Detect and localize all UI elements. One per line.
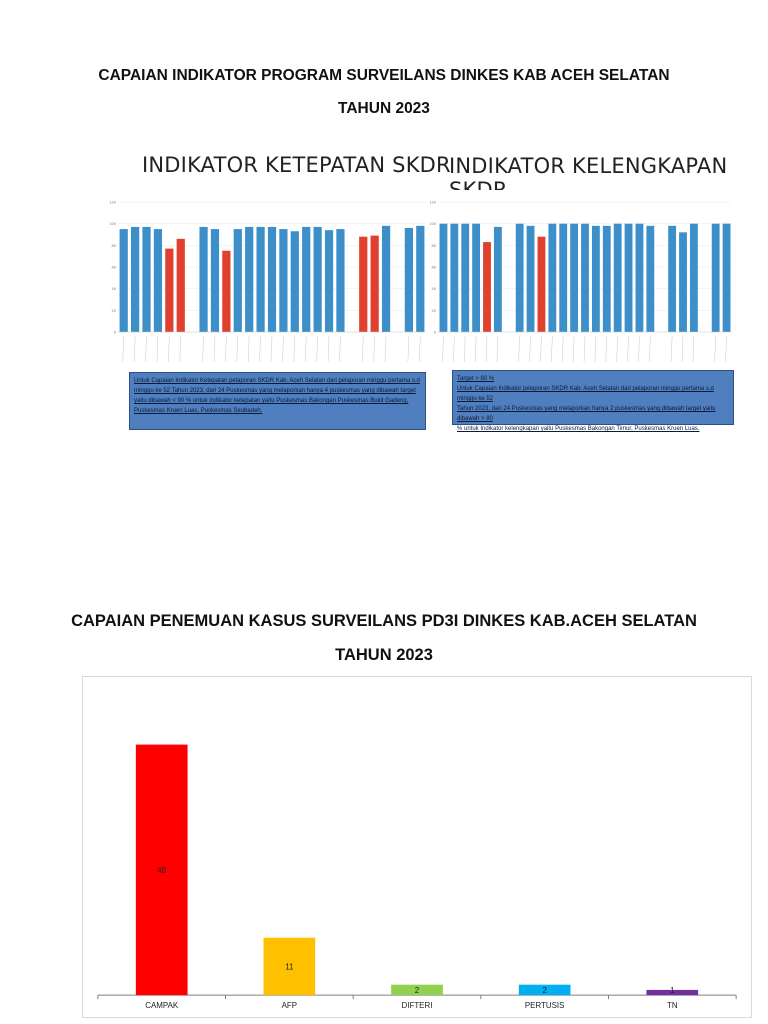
x-tick-label-placeholder bbox=[305, 336, 306, 362]
bar bbox=[291, 231, 299, 332]
x-tick-label-placeholder bbox=[168, 336, 169, 362]
section-subtitle-year: TAHUN 2023 bbox=[335, 646, 433, 664]
ketepatan-bar-chart bbox=[108, 190, 428, 370]
bar bbox=[592, 226, 600, 332]
bar bbox=[336, 229, 344, 332]
x-tick-label-placeholder bbox=[225, 336, 226, 362]
bar bbox=[625, 224, 633, 332]
bar bbox=[636, 224, 644, 332]
bar-below-target bbox=[177, 239, 185, 332]
bar bbox=[646, 226, 654, 332]
category-label: CAMPAK bbox=[145, 1001, 179, 1011]
bar bbox=[668, 226, 676, 332]
x-tick-label-placeholder bbox=[497, 336, 498, 362]
x-tick-label-placeholder bbox=[453, 336, 454, 362]
x-tick-label-placeholder bbox=[595, 336, 596, 362]
x-tick-label-placeholder bbox=[260, 336, 261, 362]
y-tick-label: 80 bbox=[111, 243, 116, 248]
bar bbox=[314, 227, 322, 332]
bar bbox=[142, 227, 150, 332]
bar bbox=[279, 229, 287, 332]
note-line: minggu ke 52 Tahun 2023, dari 24 Puskesmas yang melaporkan hanya 4 puskesmas yang dibawah target bbox=[134, 388, 416, 394]
page-subtitle-year: TAHUN 2023 bbox=[338, 100, 430, 117]
ketepatan-heading: INDIKATOR KETEPATAN SKDR bbox=[142, 153, 451, 177]
x-tick-label-placeholder bbox=[519, 336, 520, 362]
x-tick-label-placeholder bbox=[464, 336, 465, 362]
ketepatan-note-box bbox=[129, 372, 426, 430]
x-tick-label-placeholder bbox=[271, 336, 272, 362]
note-line: Untuk Capaian Indikator pelaporan SKDR Kab. Aceh Selatan dari pelaporan minggu pertama s.d minggu ke 52 bbox=[457, 386, 714, 402]
x-tick-label-placeholder bbox=[374, 336, 375, 362]
note-line: Puskesmas Kruen Luas, Puskesmas Seubadeh. bbox=[134, 408, 263, 414]
x-tick-label-placeholder bbox=[328, 336, 329, 362]
bar-below-target bbox=[359, 237, 367, 332]
bar bbox=[559, 224, 567, 332]
x-tick-label-placeholder bbox=[408, 336, 409, 362]
y-tick-label: 120 bbox=[109, 200, 116, 205]
note-line: Tahun 2023, dari 24 Puskesmas yang melaporkan hanya 2 puskesmas yang dibawah target yaitu dibawah > 80 bbox=[457, 406, 716, 422]
category-label: DIFTERI bbox=[401, 1001, 433, 1011]
x-tick-label-placeholder bbox=[693, 336, 694, 362]
y-tick-label: 100 bbox=[109, 222, 116, 227]
x-tick-label-placeholder bbox=[317, 336, 318, 362]
x-tick-label-placeholder bbox=[134, 336, 135, 362]
bar bbox=[256, 227, 264, 332]
y-tick-label: 80 bbox=[431, 243, 436, 248]
bar bbox=[723, 224, 731, 332]
bar bbox=[302, 227, 310, 332]
y-tick-label: 100 bbox=[429, 222, 436, 227]
x-tick-label-placeholder bbox=[573, 336, 574, 362]
x-tick-label-placeholder bbox=[617, 336, 618, 362]
bar bbox=[405, 228, 413, 332]
data-label: 2 bbox=[414, 986, 420, 996]
bar bbox=[570, 224, 578, 332]
bar bbox=[120, 229, 128, 332]
x-tick-label-placeholder bbox=[180, 336, 181, 362]
y-tick-label: 20 bbox=[431, 308, 436, 313]
x-tick-label-placeholder bbox=[339, 336, 340, 362]
x-tick-label-placeholder bbox=[584, 336, 585, 362]
data-label: 11 bbox=[285, 962, 294, 972]
bar bbox=[527, 226, 535, 332]
y-tick-label: 40 bbox=[111, 287, 116, 292]
x-tick-label-placeholder bbox=[385, 336, 386, 362]
kelengkapan-note-box bbox=[452, 370, 734, 432]
kelengkapan-bar-chart bbox=[428, 190, 734, 370]
pd3i-case-bar-chart bbox=[82, 676, 752, 1018]
bar bbox=[440, 224, 448, 332]
x-tick-label-placeholder bbox=[237, 336, 238, 362]
note-line: Target > 80 % bbox=[457, 376, 495, 382]
bar bbox=[325, 230, 333, 332]
x-tick-label-placeholder bbox=[294, 336, 295, 362]
section-title: CAPAIAN PENEMUAN KASUS SURVEILANS PD3I DINKES KAB.ACEH SELATAN bbox=[71, 612, 697, 630]
bar bbox=[690, 224, 698, 332]
x-tick-label-placeholder bbox=[638, 336, 639, 362]
bar bbox=[461, 224, 469, 332]
data-label: 2 bbox=[542, 986, 547, 996]
note-line: yaitu dibawah < 90 % untuk Indikator ketepatan yaitu Puskesmas Bakongan Puskesmas Bukit Gadeng, bbox=[134, 398, 409, 404]
bar-below-target bbox=[371, 236, 379, 332]
bar bbox=[234, 229, 242, 332]
bar bbox=[712, 224, 720, 332]
note-line: % untuk Indikator kelengkapan yaitu Puskesmas Bakongan Timur, Puskesmas Kruen Luas. bbox=[457, 426, 700, 432]
category-label: TN bbox=[667, 1001, 678, 1011]
x-tick-label-placeholder bbox=[282, 336, 283, 362]
x-tick-label-placeholder bbox=[157, 336, 158, 362]
bar bbox=[603, 226, 611, 332]
bar bbox=[516, 224, 524, 332]
data-label: 48 bbox=[157, 865, 167, 875]
bar bbox=[245, 227, 253, 332]
x-tick-label-placeholder bbox=[248, 336, 249, 362]
x-tick-label-placeholder bbox=[146, 336, 147, 362]
bar bbox=[581, 224, 589, 332]
bar bbox=[416, 226, 424, 332]
bar bbox=[450, 224, 458, 332]
y-tick-label: 40 bbox=[431, 287, 436, 292]
x-tick-label-placeholder bbox=[562, 336, 563, 362]
x-tick-label-placeholder bbox=[475, 336, 476, 362]
bar bbox=[154, 229, 162, 332]
bar-below-target bbox=[538, 237, 546, 332]
bar bbox=[199, 227, 207, 332]
bar-below-target bbox=[222, 251, 230, 332]
x-tick-label-placeholder bbox=[214, 336, 215, 362]
page-title: CAPAIAN INDIKATOR PROGRAM SURVEILANS DINKES KAB ACEH SELATAN bbox=[98, 67, 670, 84]
y-tick-label: 0 bbox=[433, 330, 436, 335]
x-tick-label-placeholder bbox=[682, 336, 683, 362]
bar bbox=[268, 227, 276, 332]
bar-below-target bbox=[165, 249, 173, 332]
x-tick-label-placeholder bbox=[540, 336, 541, 362]
x-tick-label-placeholder bbox=[606, 336, 607, 362]
x-tick-label-placeholder bbox=[715, 336, 716, 362]
bar bbox=[679, 232, 687, 332]
y-tick-label: 20 bbox=[111, 308, 116, 313]
x-tick-label-placeholder bbox=[530, 336, 531, 362]
x-tick-label-placeholder bbox=[123, 336, 124, 362]
x-tick-label-placeholder bbox=[671, 336, 672, 362]
bar bbox=[472, 224, 480, 332]
category-label: PERTUSIS bbox=[524, 1001, 565, 1011]
data-label: 1 bbox=[670, 986, 675, 996]
bar-below-target bbox=[483, 242, 491, 332]
bar bbox=[131, 227, 139, 332]
kelengkapan-heading: INDIKATOR KELENGKAPAN SKDR bbox=[449, 154, 728, 202]
bar bbox=[614, 224, 622, 332]
bar bbox=[211, 229, 219, 332]
y-tick-label: 60 bbox=[431, 265, 436, 270]
x-tick-label-placeholder bbox=[419, 336, 420, 362]
x-tick-label-placeholder bbox=[726, 336, 727, 362]
y-tick-label: 0 bbox=[113, 330, 116, 335]
x-tick-label-placeholder bbox=[628, 336, 629, 362]
x-tick-label-placeholder bbox=[203, 336, 204, 362]
x-tick-label-placeholder bbox=[649, 336, 650, 362]
bar bbox=[548, 224, 556, 332]
note-line: Untuk Capaian Indikator Ketepatan pelaporan SKDR Kab. Aceh Selatan dari pelaporan minggu pertama s.d bbox=[134, 378, 420, 384]
x-tick-label-placeholder bbox=[551, 336, 552, 362]
x-tick-label-placeholder bbox=[442, 336, 443, 362]
y-tick-label: 60 bbox=[111, 265, 116, 270]
bar bbox=[382, 226, 390, 332]
y-tick-label: 120 bbox=[429, 200, 436, 205]
category-label: AFP bbox=[281, 1001, 298, 1011]
x-tick-label-placeholder bbox=[362, 336, 363, 362]
x-tick-label-placeholder bbox=[486, 336, 487, 362]
bar bbox=[494, 227, 502, 332]
